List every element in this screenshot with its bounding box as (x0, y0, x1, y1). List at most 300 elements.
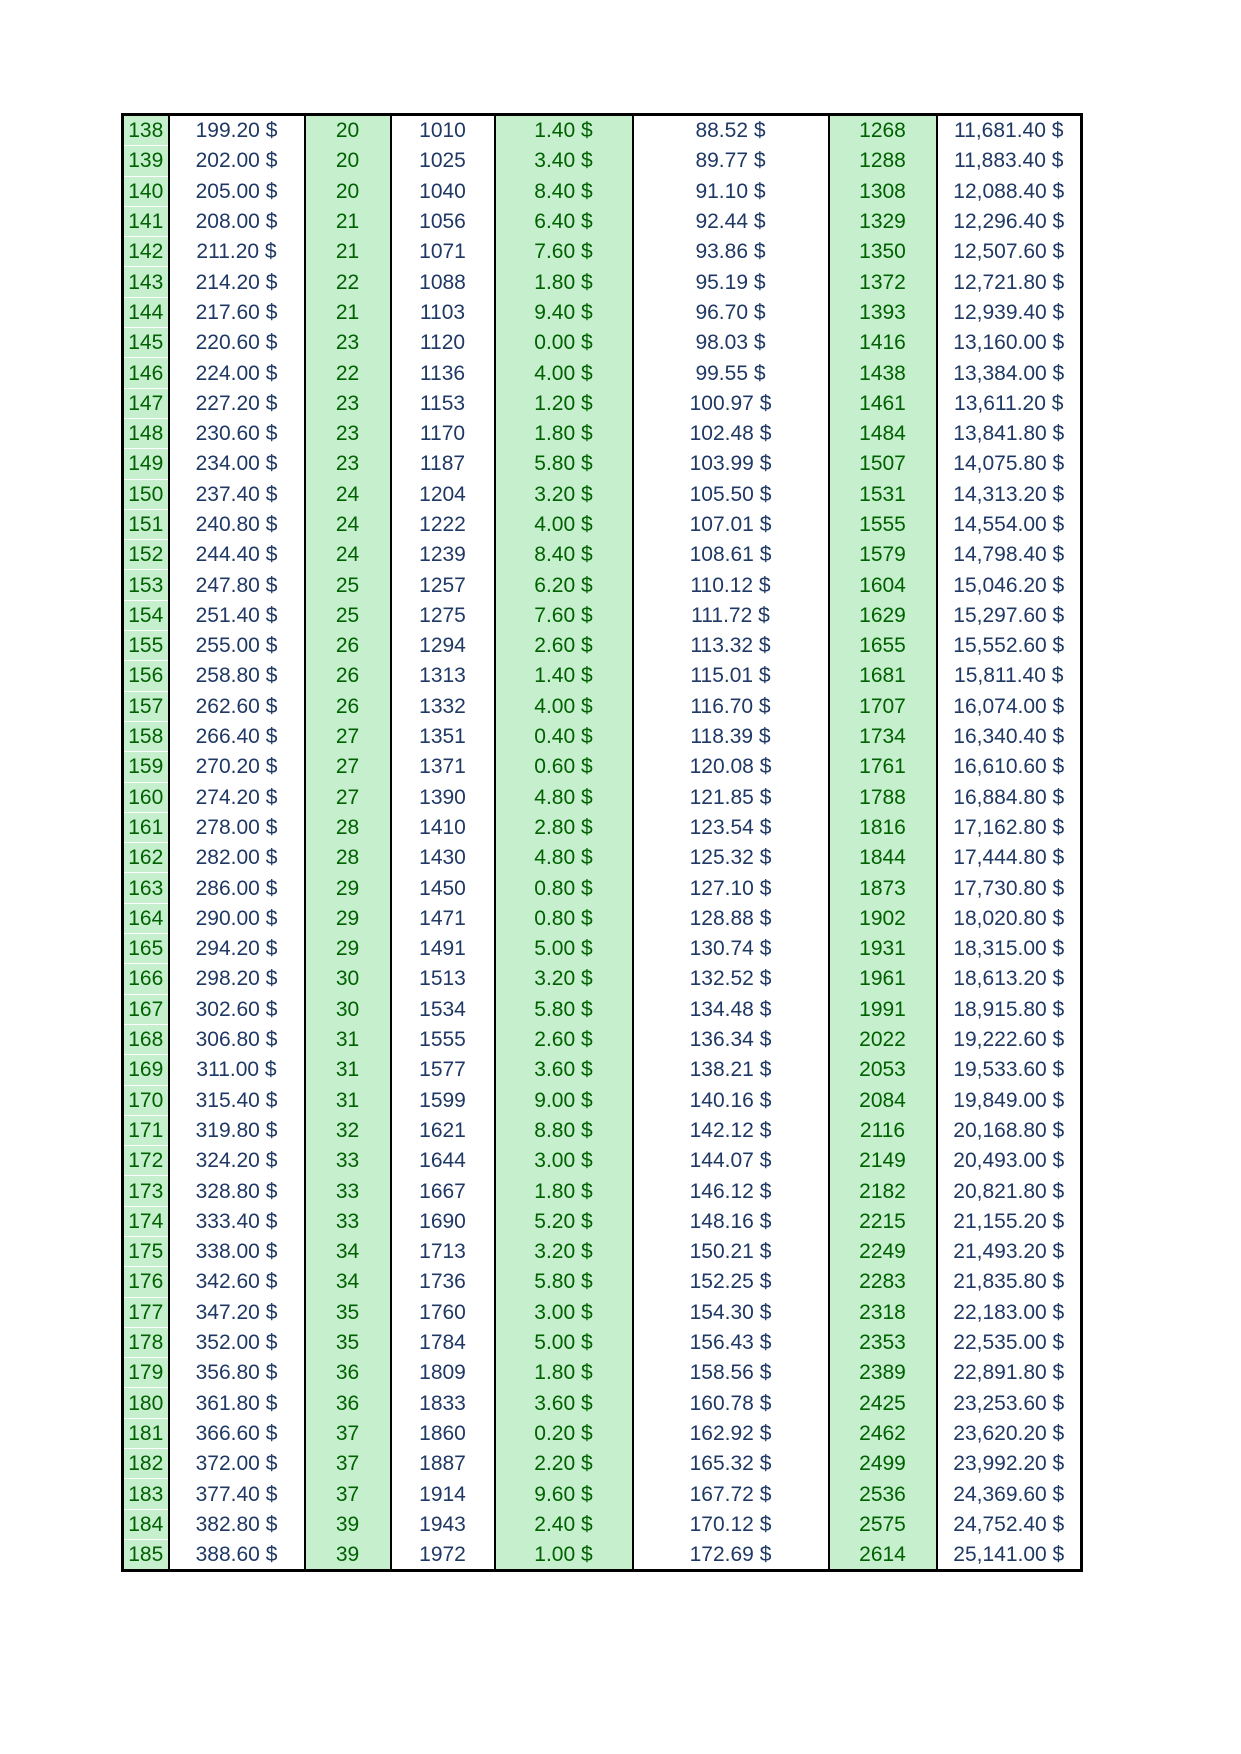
cell-cumulative-count: 1450 (391, 873, 495, 903)
cell-count: 27 (305, 782, 391, 812)
cell-running-total: 15,811.40 $ (937, 661, 1082, 691)
table-row (123, 1539, 1082, 1570)
cell-remainder: 3.60 $ (495, 1388, 633, 1418)
cell-running-count: 1461 (829, 388, 937, 418)
cell-running-count: 2053 (829, 1055, 937, 1085)
cell-amount: 278.00 $ (169, 812, 305, 842)
cell-remainder: 2.60 $ (495, 1024, 633, 1054)
table-row (123, 843, 1082, 873)
cell-amount: 319.80 $ (169, 1115, 305, 1145)
cell-amount: 262.60 $ (169, 691, 305, 721)
cell-count: 25 (305, 570, 391, 600)
cell-count: 28 (305, 843, 391, 873)
cell-amount: 208.00 $ (169, 206, 305, 236)
cell-index: 152 (123, 540, 169, 570)
cell-count: 36 (305, 1388, 391, 1418)
cell-index: 151 (123, 509, 169, 539)
cell-amount: 366.60 $ (169, 1418, 305, 1448)
cell-average: 91.10 $ (633, 176, 829, 206)
cell-running-total: 13,160.00 $ (937, 328, 1082, 358)
cell-count: 37 (305, 1449, 391, 1479)
table-row (123, 115, 1082, 146)
cell-running-count: 1734 (829, 721, 937, 751)
cell-average: 120.08 $ (633, 752, 829, 782)
cell-cumulative-count: 1577 (391, 1055, 495, 1085)
cell-running-total: 19,533.60 $ (937, 1055, 1082, 1085)
cell-index: 172 (123, 1146, 169, 1176)
cell-running-count: 1629 (829, 600, 937, 630)
cell-index: 168 (123, 1024, 169, 1054)
cell-index: 160 (123, 782, 169, 812)
cell-average: 111.72 $ (633, 600, 829, 630)
cell-average: 113.32 $ (633, 631, 829, 661)
cell-count: 31 (305, 1085, 391, 1115)
cell-remainder: 7.60 $ (495, 237, 633, 267)
table-row (123, 812, 1082, 842)
cell-amount: 274.20 $ (169, 782, 305, 812)
table-row (123, 721, 1082, 751)
cell-remainder: 4.80 $ (495, 843, 633, 873)
cell-running-total: 21,835.80 $ (937, 1267, 1082, 1297)
cell-cumulative-count: 1351 (391, 721, 495, 751)
cell-cumulative-count: 1371 (391, 752, 495, 782)
cell-count: 28 (305, 812, 391, 842)
cell-running-count: 2249 (829, 1236, 937, 1266)
cell-running-total: 19,222.60 $ (937, 1024, 1082, 1054)
cell-remainder: 2.80 $ (495, 812, 633, 842)
cell-remainder: 8.40 $ (495, 176, 633, 206)
cell-remainder: 1.40 $ (495, 115, 633, 146)
cell-remainder: 0.40 $ (495, 721, 633, 751)
cell-index: 145 (123, 328, 169, 358)
cell-index: 182 (123, 1449, 169, 1479)
cell-average: 150.21 $ (633, 1236, 829, 1266)
table-row (123, 631, 1082, 661)
cell-cumulative-count: 1809 (391, 1358, 495, 1388)
cell-amount: 282.00 $ (169, 843, 305, 873)
cell-running-total: 14,798.40 $ (937, 540, 1082, 570)
cell-average: 156.43 $ (633, 1327, 829, 1357)
cell-running-count: 1991 (829, 994, 937, 1024)
cell-amount: 224.00 $ (169, 358, 305, 388)
cell-count: 21 (305, 297, 391, 327)
cell-amount: 298.20 $ (169, 964, 305, 994)
cell-running-count: 1416 (829, 328, 937, 358)
cell-index: 178 (123, 1327, 169, 1357)
cell-cumulative-count: 1204 (391, 479, 495, 509)
cell-amount: 382.80 $ (169, 1509, 305, 1539)
cell-cumulative-count: 1025 (391, 146, 495, 176)
cell-count: 37 (305, 1479, 391, 1509)
cell-average: 144.07 $ (633, 1146, 829, 1176)
cell-running-total: 21,155.20 $ (937, 1206, 1082, 1236)
cell-count: 39 (305, 1509, 391, 1539)
cell-average: 136.34 $ (633, 1024, 829, 1054)
cell-running-total: 15,297.60 $ (937, 600, 1082, 630)
cell-running-total: 12,721.80 $ (937, 267, 1082, 297)
cell-running-total: 12,939.40 $ (937, 297, 1082, 327)
cell-index: 166 (123, 964, 169, 994)
cell-average: 121.85 $ (633, 782, 829, 812)
cell-count: 23 (305, 418, 391, 448)
cell-remainder: 1.80 $ (495, 1176, 633, 1206)
cell-running-total: 14,075.80 $ (937, 449, 1082, 479)
cell-running-count: 1579 (829, 540, 937, 570)
cell-count: 22 (305, 358, 391, 388)
table-row (123, 1024, 1082, 1054)
cell-running-total: 19,849.00 $ (937, 1085, 1082, 1115)
cell-count: 20 (305, 115, 391, 146)
cell-cumulative-count: 1690 (391, 1206, 495, 1236)
cell-average: 127.10 $ (633, 873, 829, 903)
cell-remainder: 3.00 $ (495, 1146, 633, 1176)
cell-average: 134.48 $ (633, 994, 829, 1024)
cell-index: 153 (123, 570, 169, 600)
table-row (123, 570, 1082, 600)
cell-average: 115.01 $ (633, 661, 829, 691)
cell-amount: 342.60 $ (169, 1267, 305, 1297)
table-row (123, 661, 1082, 691)
cell-running-total: 12,296.40 $ (937, 206, 1082, 236)
cell-cumulative-count: 1534 (391, 994, 495, 1024)
table-row (123, 1509, 1082, 1539)
cell-running-total: 16,884.80 $ (937, 782, 1082, 812)
cell-index: 155 (123, 631, 169, 661)
cell-running-count: 2149 (829, 1146, 937, 1176)
cell-count: 33 (305, 1206, 391, 1236)
table-row (123, 1206, 1082, 1236)
cell-remainder: 5.80 $ (495, 449, 633, 479)
cell-cumulative-count: 1120 (391, 328, 495, 358)
cell-count: 25 (305, 600, 391, 630)
cell-average: 138.21 $ (633, 1055, 829, 1085)
cell-average: 95.19 $ (633, 267, 829, 297)
cell-amount: 372.00 $ (169, 1449, 305, 1479)
cell-running-count: 2353 (829, 1327, 937, 1357)
cell-count: 31 (305, 1024, 391, 1054)
table-row (123, 994, 1082, 1024)
cell-index: 180 (123, 1388, 169, 1418)
cell-remainder: 3.60 $ (495, 1055, 633, 1085)
cell-index: 181 (123, 1418, 169, 1448)
cell-average: 89.77 $ (633, 146, 829, 176)
cell-count: 23 (305, 449, 391, 479)
cell-amount: 302.60 $ (169, 994, 305, 1024)
cell-average: 103.99 $ (633, 449, 829, 479)
cell-index: 138 (123, 115, 169, 146)
cell-count: 22 (305, 267, 391, 297)
cell-count: 29 (305, 903, 391, 933)
cell-count: 29 (305, 934, 391, 964)
cell-count: 33 (305, 1146, 391, 1176)
cell-remainder: 5.00 $ (495, 1327, 633, 1357)
cell-average: 142.12 $ (633, 1115, 829, 1145)
cell-average: 167.72 $ (633, 1479, 829, 1509)
cell-running-total: 20,168.80 $ (937, 1115, 1082, 1145)
cell-average: 160.78 $ (633, 1388, 829, 1418)
cell-amount: 290.00 $ (169, 903, 305, 933)
table-row (123, 297, 1082, 327)
cell-running-total: 22,891.80 $ (937, 1358, 1082, 1388)
cell-amount: 356.80 $ (169, 1358, 305, 1388)
cell-index: 157 (123, 691, 169, 721)
cell-count: 36 (305, 1358, 391, 1388)
cell-count: 20 (305, 146, 391, 176)
cell-index: 170 (123, 1085, 169, 1115)
cell-remainder: 0.80 $ (495, 903, 633, 933)
table-row (123, 146, 1082, 176)
cell-amount: 247.80 $ (169, 570, 305, 600)
cell-remainder: 5.20 $ (495, 1206, 633, 1236)
cell-amount: 211.20 $ (169, 237, 305, 267)
table-row (123, 600, 1082, 630)
cell-amount: 251.40 $ (169, 600, 305, 630)
cell-running-total: 14,313.20 $ (937, 479, 1082, 509)
cell-cumulative-count: 1056 (391, 206, 495, 236)
cell-running-total: 21,493.20 $ (937, 1236, 1082, 1266)
cell-amount: 234.00 $ (169, 449, 305, 479)
cell-running-count: 2022 (829, 1024, 937, 1054)
table-row (123, 1327, 1082, 1357)
cell-amount: 324.20 $ (169, 1146, 305, 1176)
cell-running-total: 18,915.80 $ (937, 994, 1082, 1024)
cell-index: 148 (123, 418, 169, 448)
table-row (123, 206, 1082, 236)
cell-running-total: 11,883.40 $ (937, 146, 1082, 176)
cell-running-count: 2182 (829, 1176, 937, 1206)
cell-running-total: 24,752.40 $ (937, 1509, 1082, 1539)
cell-remainder: 4.00 $ (495, 509, 633, 539)
cell-cumulative-count: 1222 (391, 509, 495, 539)
cell-index: 158 (123, 721, 169, 751)
cell-running-count: 2215 (829, 1206, 937, 1236)
cell-remainder: 3.20 $ (495, 479, 633, 509)
cell-average: 162.92 $ (633, 1418, 829, 1448)
table-row (123, 1479, 1082, 1509)
cell-average: 172.69 $ (633, 1539, 829, 1570)
cell-running-total: 15,046.20 $ (937, 570, 1082, 600)
cell-cumulative-count: 1887 (391, 1449, 495, 1479)
cell-running-count: 1372 (829, 267, 937, 297)
table-row (123, 1388, 1082, 1418)
cell-remainder: 1.40 $ (495, 661, 633, 691)
cell-count: 31 (305, 1055, 391, 1085)
cell-index: 173 (123, 1176, 169, 1206)
cell-running-total: 12,507.60 $ (937, 237, 1082, 267)
table-row (123, 964, 1082, 994)
table-row (123, 873, 1082, 903)
table-row (123, 691, 1082, 721)
cell-cumulative-count: 1513 (391, 964, 495, 994)
cell-average: 110.12 $ (633, 570, 829, 600)
cell-cumulative-count: 1275 (391, 600, 495, 630)
cell-running-count: 2462 (829, 1418, 937, 1448)
cell-average: 99.55 $ (633, 358, 829, 388)
cell-count: 34 (305, 1267, 391, 1297)
cell-index: 154 (123, 600, 169, 630)
cell-count: 24 (305, 479, 391, 509)
table-row (123, 1176, 1082, 1206)
cell-cumulative-count: 1136 (391, 358, 495, 388)
cell-count: 29 (305, 873, 391, 903)
cell-running-count: 1761 (829, 752, 937, 782)
table-row (123, 328, 1082, 358)
cell-running-total: 13,841.80 $ (937, 418, 1082, 448)
cell-remainder: 5.80 $ (495, 1267, 633, 1297)
cell-remainder: 0.20 $ (495, 1418, 633, 1448)
cell-remainder: 1.80 $ (495, 418, 633, 448)
cell-average: 154.30 $ (633, 1297, 829, 1327)
cell-count: 33 (305, 1176, 391, 1206)
cell-running-total: 18,315.00 $ (937, 934, 1082, 964)
cell-running-count: 2575 (829, 1509, 937, 1539)
cell-remainder: 2.40 $ (495, 1509, 633, 1539)
cell-count: 21 (305, 206, 391, 236)
data-table (121, 113, 1083, 1572)
cell-remainder: 7.60 $ (495, 600, 633, 630)
cell-running-total: 18,613.20 $ (937, 964, 1082, 994)
cell-running-total: 13,611.20 $ (937, 388, 1082, 418)
table-body (123, 115, 1082, 1571)
cell-remainder: 3.20 $ (495, 1236, 633, 1266)
cell-running-count: 1507 (829, 449, 937, 479)
cell-amount: 205.00 $ (169, 176, 305, 206)
cell-running-count: 2499 (829, 1449, 937, 1479)
cell-running-total: 18,020.80 $ (937, 903, 1082, 933)
cell-cumulative-count: 1621 (391, 1115, 495, 1145)
cell-remainder: 1.20 $ (495, 388, 633, 418)
cell-running-count: 2425 (829, 1388, 937, 1418)
cell-cumulative-count: 1667 (391, 1176, 495, 1206)
cell-remainder: 9.00 $ (495, 1085, 633, 1115)
table-row (123, 782, 1082, 812)
cell-cumulative-count: 1010 (391, 115, 495, 146)
cell-average: 92.44 $ (633, 206, 829, 236)
table-row (123, 752, 1082, 782)
cell-index: 184 (123, 1509, 169, 1539)
cell-running-count: 1484 (829, 418, 937, 448)
cell-amount: 286.00 $ (169, 873, 305, 903)
cell-cumulative-count: 1644 (391, 1146, 495, 1176)
table-row (123, 1449, 1082, 1479)
cell-remainder: 5.00 $ (495, 934, 633, 964)
cell-running-total: 13,384.00 $ (937, 358, 1082, 388)
cell-amount: 244.40 $ (169, 540, 305, 570)
cell-average: 125.32 $ (633, 843, 829, 873)
cell-cumulative-count: 1555 (391, 1024, 495, 1054)
cell-remainder: 5.80 $ (495, 994, 633, 1024)
cell-running-count: 2318 (829, 1297, 937, 1327)
cell-amount: 214.20 $ (169, 267, 305, 297)
cell-index: 165 (123, 934, 169, 964)
cell-index: 174 (123, 1206, 169, 1236)
cell-count: 24 (305, 540, 391, 570)
cell-remainder: 3.20 $ (495, 964, 633, 994)
cell-average: 130.74 $ (633, 934, 829, 964)
cell-running-total: 15,552.60 $ (937, 631, 1082, 661)
cell-cumulative-count: 1860 (391, 1418, 495, 1448)
cell-running-count: 2536 (829, 1479, 937, 1509)
cell-running-total: 17,162.80 $ (937, 812, 1082, 842)
cell-index: 140 (123, 176, 169, 206)
cell-index: 177 (123, 1297, 169, 1327)
cell-index: 162 (123, 843, 169, 873)
cell-running-count: 1268 (829, 115, 937, 146)
table-row (123, 934, 1082, 964)
cell-remainder: 6.40 $ (495, 206, 633, 236)
cell-running-count: 2084 (829, 1085, 937, 1115)
cell-index: 185 (123, 1539, 169, 1570)
table-row (123, 237, 1082, 267)
cell-running-total: 20,821.80 $ (937, 1176, 1082, 1206)
cell-running-count: 1604 (829, 570, 937, 600)
cell-running-count: 1329 (829, 206, 937, 236)
cell-amount: 328.80 $ (169, 1176, 305, 1206)
cell-remainder: 1.80 $ (495, 1358, 633, 1388)
cell-amount: 227.20 $ (169, 388, 305, 418)
cell-average: 98.03 $ (633, 328, 829, 358)
cell-index: 150 (123, 479, 169, 509)
cell-count: 34 (305, 1236, 391, 1266)
cell-amount: 333.40 $ (169, 1206, 305, 1236)
cell-running-count: 1555 (829, 509, 937, 539)
cell-cumulative-count: 1914 (391, 1479, 495, 1509)
table-row (123, 1236, 1082, 1266)
cell-cumulative-count: 1972 (391, 1539, 495, 1570)
cell-running-count: 1350 (829, 237, 937, 267)
cell-average: 170.12 $ (633, 1509, 829, 1539)
cell-running-count: 1393 (829, 297, 937, 327)
cell-amount: 311.00 $ (169, 1055, 305, 1085)
cell-average: 146.12 $ (633, 1176, 829, 1206)
cell-running-total: 23,992.20 $ (937, 1449, 1082, 1479)
cell-index: 176 (123, 1267, 169, 1297)
cell-running-total: 14,554.00 $ (937, 509, 1082, 539)
cell-amount: 315.40 $ (169, 1085, 305, 1115)
cell-index: 146 (123, 358, 169, 388)
cell-count: 23 (305, 328, 391, 358)
cell-average: 165.32 $ (633, 1449, 829, 1479)
cell-cumulative-count: 1390 (391, 782, 495, 812)
cell-remainder: 9.60 $ (495, 1479, 633, 1509)
cell-cumulative-count: 1784 (391, 1327, 495, 1357)
cell-remainder: 8.40 $ (495, 540, 633, 570)
table-row (123, 1146, 1082, 1176)
table-row (123, 449, 1082, 479)
cell-count: 37 (305, 1418, 391, 1448)
cell-cumulative-count: 1170 (391, 418, 495, 448)
cell-amount: 361.80 $ (169, 1388, 305, 1418)
cell-running-total: 17,444.80 $ (937, 843, 1082, 873)
cell-cumulative-count: 1103 (391, 297, 495, 327)
cell-remainder: 0.60 $ (495, 752, 633, 782)
cell-index: 159 (123, 752, 169, 782)
cell-cumulative-count: 1332 (391, 691, 495, 721)
table-row (123, 176, 1082, 206)
cell-amount: 388.60 $ (169, 1539, 305, 1570)
cell-running-count: 1816 (829, 812, 937, 842)
cell-running-count: 1931 (829, 934, 937, 964)
cell-remainder: 8.80 $ (495, 1115, 633, 1145)
cell-average: 152.25 $ (633, 1267, 829, 1297)
table-row (123, 418, 1082, 448)
cell-index: 183 (123, 1479, 169, 1509)
cell-cumulative-count: 1294 (391, 631, 495, 661)
cell-running-total: 24,369.60 $ (937, 1479, 1082, 1509)
cell-count: 30 (305, 964, 391, 994)
cell-average: 93.86 $ (633, 237, 829, 267)
cell-count: 26 (305, 661, 391, 691)
